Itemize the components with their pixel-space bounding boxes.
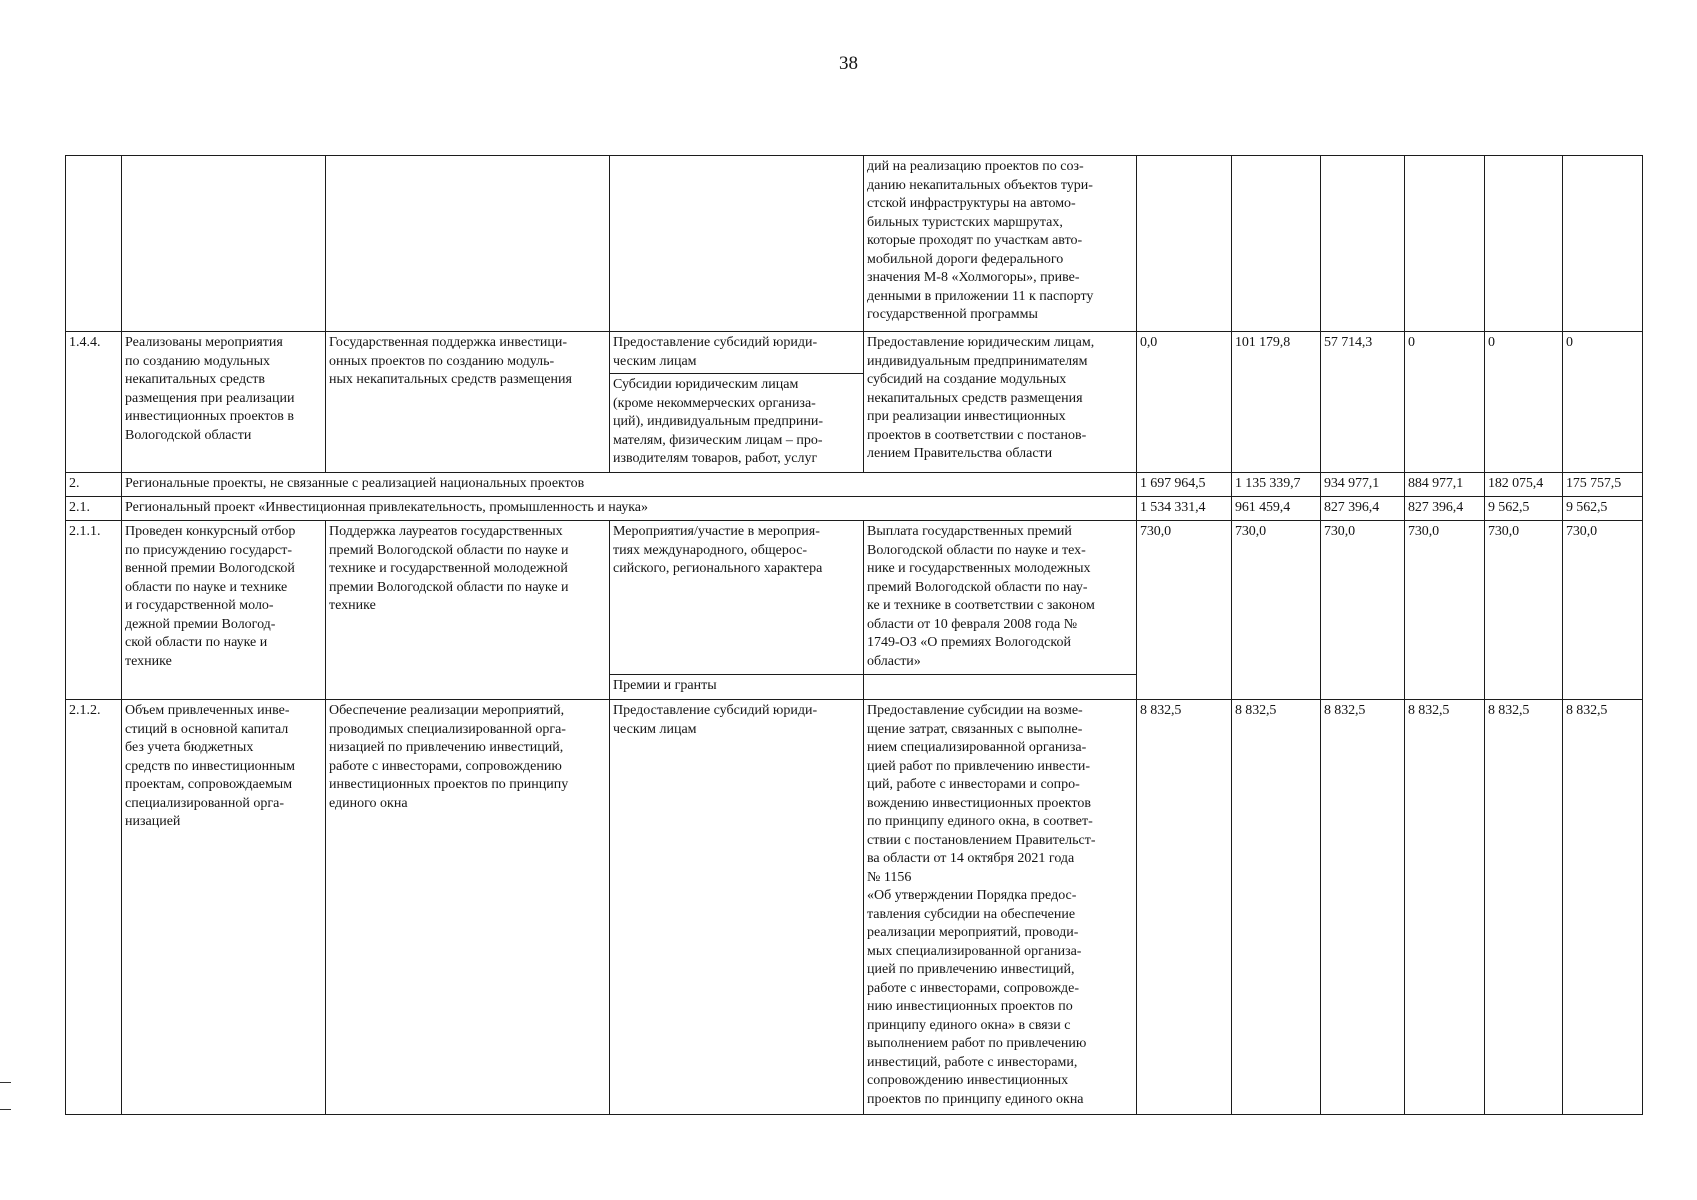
- value-cell: 57 714,3: [1321, 332, 1405, 473]
- value-cell: 182 075,4: [1485, 473, 1563, 497]
- description-cell: Предоставление субсидии на возме- щение затрат, связанных с выполне- нием специализированной организа- цией работ по привлечению инвести- ций, работе с инвесторами и сопро- вождению инвестиционных проектов по принципу единого окна, в соответ- ствии с постановлением Правительст- ва области от 14 октября 2021 года № 1156 «Об утверждении Порядка предос- тавления субсидии на обеспечение реализации мероприятий, проводи- мых специализированной организа- цией по привлечению инвестиций, работе с инвесторами, сопровожде- нию инвестиционных проектов по принципу единого окна» в связи с выполнением работ по привлечению инвестиций, работе с инвесторами, сопровождению инвестиционных проектов по принципу единого окна: [864, 700, 1137, 1115]
- value-cell: 961 459,4: [1232, 497, 1321, 521]
- result-cell: Объем привлеченных инве- стиций в основной капитал без учета бюджетных средств по инвестиционным проектам, сопровождаемым специализированной орга- низацией: [122, 700, 326, 1115]
- table-row: [66, 700, 1643, 1115]
- activity-cell: [326, 156, 610, 332]
- table-row: [66, 332, 1643, 374]
- value-cell: 1 697 964,5: [1137, 473, 1232, 497]
- table-row: [66, 473, 1643, 497]
- value-cell: 8 832,5: [1321, 700, 1405, 1115]
- row-number-cell: 2.1.1.: [66, 521, 122, 700]
- table-row: [66, 156, 1643, 332]
- value-cell: 884 977,1: [1405, 473, 1485, 497]
- direction-cell: Предоставление субсидий юриди- ческим лицам: [610, 700, 864, 1115]
- row-number-cell: 2.1.2.: [66, 700, 122, 1115]
- direction-cell: Предоставление субсидий юриди- ческим лицам: [610, 332, 864, 374]
- row-number-cell: [66, 156, 122, 332]
- value-cell: 934 977,1: [1321, 473, 1405, 497]
- section-title-cell: Региональный проект «Инвестиционная привлекательность, промышленность и наука»: [122, 497, 1137, 521]
- table-row: [66, 521, 1643, 675]
- activity-cell: Поддержка лауреатов государственных премий Вологодской области по науке и технике и государственной молодежной премии Вологодской области по науке и технике: [326, 521, 610, 700]
- table-row: [66, 497, 1643, 521]
- value-cell: 9 562,5: [1563, 497, 1643, 521]
- value-cell: 1 135 339,7: [1232, 473, 1321, 497]
- value-cell: 730,0: [1405, 521, 1485, 700]
- value-cell: 0: [1563, 332, 1643, 473]
- row-number-cell: 2.1.: [66, 497, 122, 521]
- result-cell: Реализованы мероприятия по созданию модульных некапитальных средств размещения при реализации инвестиционных проектов в Вологодской области: [122, 332, 326, 473]
- activity-cell: Государственная поддержка инвестици- онных проектов по созданию модуль- ных некапитальных средств размещения: [326, 332, 610, 473]
- value-cell: 8 832,5: [1405, 700, 1485, 1115]
- program-activities-table: [65, 155, 1643, 1115]
- value-cell: [1232, 156, 1321, 332]
- description-cell: Предоставление юридическим лицам, индивидуальным предпринимателям субсидий на создание модульных некапитальных средств размещения при реализации инвестиционных проектов в соответствии с постанов- лением Правительства области: [864, 332, 1137, 473]
- value-cell: 827 396,4: [1321, 497, 1405, 521]
- value-cell: 175 757,5: [1563, 473, 1643, 497]
- value-cell: 8 832,5: [1137, 700, 1232, 1115]
- value-cell: [1321, 156, 1405, 332]
- description-cell: дий на реализацию проектов по соз- данию некапитальных объектов тури- стской инфраструктуры на автомо- бильных туристских маршрутах, которые проходят по участкам авто- мобильной дороги федерального значения М-8 «Холмогоры», приве- денными в приложении 11 к паспорту государственной программы: [864, 156, 1137, 332]
- value-cell: 101 179,8: [1232, 332, 1321, 473]
- description-cell: Выплата государственных премий Вологодской области по науке и тех- нике и государственных молодежных премий Вологодской области по нау- ке и технике в соответствии с законом области от 10 февраля 2008 года № 1749-ОЗ «О премиях Вологодской области»: [864, 521, 1137, 675]
- value-cell: 8 832,5: [1563, 700, 1643, 1115]
- description-detail-cell: [864, 675, 1137, 700]
- scan-edge-mark: [0, 1109, 11, 1110]
- result-cell: Проведен конкурсный отбор по присуждению государст- венной премии Вологодской области по науке и технике и государственной моло- дежной премии Вологод- ской области по науке и технике: [122, 521, 326, 700]
- value-cell: 730,0: [1137, 521, 1232, 700]
- value-cell: 730,0: [1232, 521, 1321, 700]
- value-cell: 827 396,4: [1405, 497, 1485, 521]
- value-cell: 730,0: [1563, 521, 1643, 700]
- value-cell: [1405, 156, 1485, 332]
- activity-cell: Обеспечение реализации мероприятий, проводимых специализированной орга- низацией по привлечению инвестиций, работе с инвесторами, сопровождению инвестиционных проектов по принципу единого окна: [326, 700, 610, 1115]
- value-cell: 730,0: [1321, 521, 1405, 700]
- value-cell: 1 534 331,4: [1137, 497, 1232, 521]
- direction-cell: Мероприятия/участие в мероприя- тиях международного, общерос- сийского, регионального характера: [610, 521, 864, 675]
- direction-cell: [610, 156, 864, 332]
- direction-detail-cell: Субсидии юридическим лицам (кроме некоммерческих организа- ций), индивидуальным предприни- мателям, физическим лицам – про- изводителям товаров, работ, услуг: [610, 374, 864, 473]
- section-title-cell: Региональные проекты, не связанные с реализацией национальных проектов: [122, 473, 1137, 497]
- row-number-cell: 2.: [66, 473, 122, 497]
- value-cell: [1485, 156, 1563, 332]
- value-cell: 9 562,5: [1485, 497, 1563, 521]
- scan-edge-mark: [0, 1082, 11, 1083]
- value-cell: 0: [1485, 332, 1563, 473]
- value-cell: 0: [1405, 332, 1485, 473]
- value-cell: 730,0: [1485, 521, 1563, 700]
- page-number: 38: [839, 53, 858, 74]
- value-cell: 0,0: [1137, 332, 1232, 473]
- row-number-cell: 1.4.4.: [66, 332, 122, 473]
- result-cell: [122, 156, 326, 332]
- value-cell: [1563, 156, 1643, 332]
- value-cell: 8 832,5: [1485, 700, 1563, 1115]
- direction-detail-cell: Премии и гранты: [610, 675, 864, 700]
- value-cell: [1137, 156, 1232, 332]
- value-cell: 8 832,5: [1232, 700, 1321, 1115]
